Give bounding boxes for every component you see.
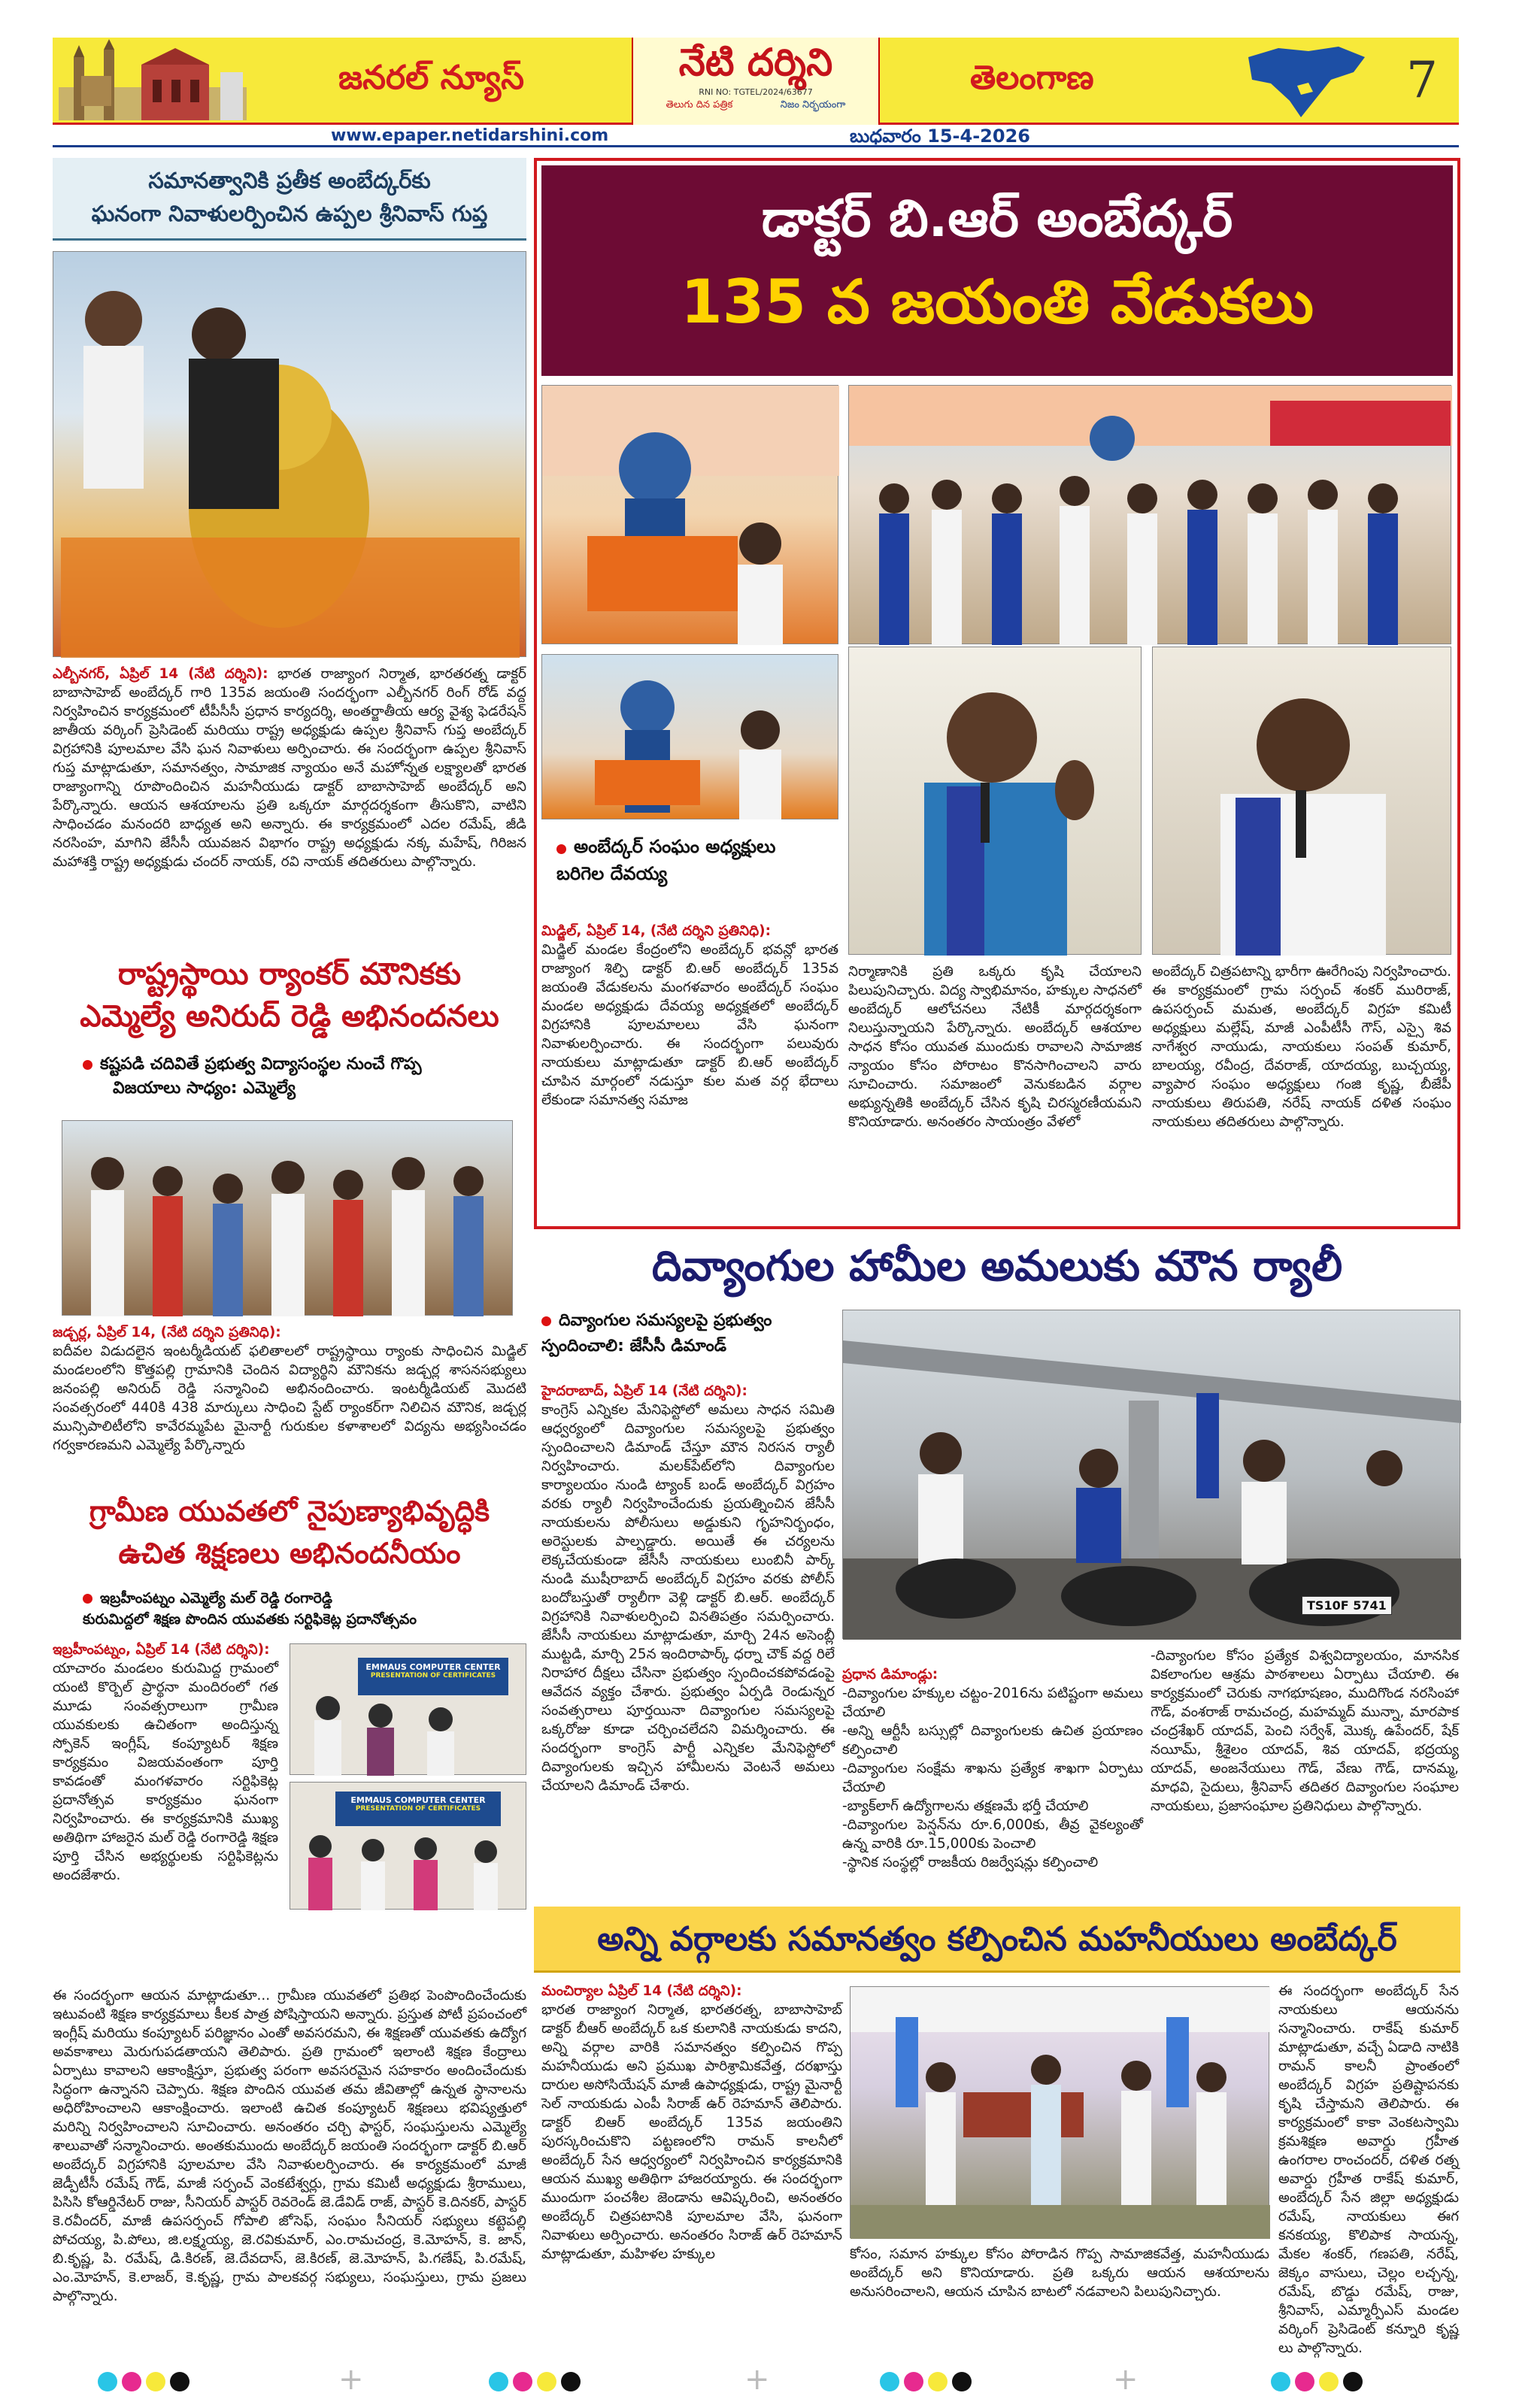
story1-headline-line1: సమానత్వానికి ప్రతీక అంబేద్కర్‌కు bbox=[148, 168, 431, 193]
main-headline-line2: 135 వ జయంతి వేడుకలు bbox=[681, 267, 1314, 337]
story3-headline-line1: గ్రామీణ యువతలో నైపుణ్యాభివృద్ధికి bbox=[89, 1495, 490, 1528]
rally-subheadline bbox=[541, 1308, 827, 1359]
story3-headline bbox=[53, 1490, 526, 1574]
issue-date: బుధవారం 15-4-2026 bbox=[850, 126, 1030, 147]
story2-subheadline bbox=[83, 1053, 526, 1101]
story1-dateline: ఎల్బీనగర్, ఏప్రిల్ 14 (నేటి దర్శిని): bbox=[53, 666, 268, 682]
banner-title: EMMAUS COMPUTER CENTER bbox=[365, 1662, 501, 1672]
story1-headline-box bbox=[53, 158, 526, 241]
main-photo-speaker-2 bbox=[1152, 647, 1451, 955]
reg-cross: + bbox=[744, 2362, 770, 2397]
rally-col2-text: -దివ్యాంగుల హక్కుల చట్టం-2016ను పటిష్టంగా అమలు చేయాలి -అన్ని ఆర్టీసీ బస్సుల్లో దివ్యాంగులకు ఉచిత ప్రయాణం కల్పించాలి -దివ్యాంగుల సంక్షేమ శాఖను ప్రత్యేక శాఖగా ఏర్పాటు చేయాలి -బ్యాక్‌లాగ్ ఉద్యోగాలను తక్షణమే భర్తీ చేయాలి -దివ్యాంగుల పెన్షన్‌ను రూ.6,000కు, తీవ్ర వైకల్యంతో ఉన్న వారికి రూ.15,000కు పెంచాలి -స్థానిక సంస్థల్లో రాజకీయ రిజర్వేషన్లు కల్పించాలి bbox=[842, 1686, 1143, 1870]
bullet-icon bbox=[83, 1594, 92, 1604]
rally-col3 bbox=[1151, 1646, 1459, 1886]
reg-magenta-dot bbox=[122, 2372, 141, 2391]
reg-cyan-dot bbox=[1271, 2372, 1290, 2391]
rally-photo bbox=[842, 1310, 1460, 1639]
equality-col2-text: కోసం, సమాన హక్కుల కోసం పోరాడిన గొప్ప సామాజికవేత్త, మహనీయుడు అంబేద్కర్ అని కొనియాడారు. ప్రతి ఒక్కరు ఆయన ఆశయాలను అనుసరించాలని, ఆయన చూపిన బాటలో నడవాలని పిలుపునిచ్చారు. bbox=[850, 2246, 1269, 2300]
rally-headline: దివ్యాంగుల హామీల అమలుకు మౌన ర్యాలీ bbox=[651, 1242, 1343, 1291]
main-photo-speaker-1 bbox=[848, 647, 1142, 955]
rally-sub-line2: స్పందించాలి: జేసీసీ డిమాండ్ bbox=[541, 1337, 727, 1355]
story3-body bbox=[53, 1986, 526, 2358]
story2-headline bbox=[53, 953, 526, 1037]
banner-title-2: EMMAUS COMPUTER CENTER bbox=[350, 1795, 486, 1805]
caption-text: అంబేద్కర్ సంఘం అధ్యక్షులు బరిగెల దేవయ్య bbox=[556, 836, 776, 884]
reg-black-dot bbox=[561, 2372, 581, 2391]
story2-headline-line2: ఎమ్మెల్యే అనిరుద్ రెడ్డి అభినందనలు bbox=[80, 999, 499, 1034]
story2-sub-line1: కష్టపడి చదివితే ప్రభుత్వ విద్యాసంస్థల నుంచే గొప్ప bbox=[100, 1055, 422, 1074]
bike-number-plate: TS10F 5741 bbox=[1302, 1596, 1392, 1615]
reg-cyan-dot bbox=[489, 2372, 508, 2391]
reg-yellow-dot bbox=[928, 2372, 948, 2391]
story3-sub-line1: ఇబ్రహీంపట్నం ఎమ్మెల్యే మల్ రెడ్డి రంగారెడ్డి bbox=[100, 1590, 332, 1607]
main-headline-box bbox=[541, 165, 1453, 376]
story2-sub-line2: విజయాలు సాధ్యం: ఎమ్మెల్యే bbox=[113, 1079, 296, 1098]
reg-cyan-dot bbox=[880, 2372, 899, 2391]
story2-dateline: జడ్చర్ల, ఏప్రిల్ 14, (నేటి దర్శిని ప్రతినిధి): bbox=[53, 1325, 281, 1340]
equality-dateline: మంచిర్యాల ఏప్రిల్ 14 (నేటి దర్శిని): bbox=[541, 1983, 742, 1999]
main-col2-text: నిర్మాణానికి ప్రతి ఒక్కరు కృషి చేయాలని పిలుపునిచ్చారు. విద్య స్వాభిమానం, హక్కుల సాధనలో అంబేద్కర్ ఆలోచనలు నేటికీ మార్గదర్శకంగా నిలుస్తున్నాయని పేర్కొన్నారు. అంబేద్కర్ ఆశయాల సాధన కోసం యువత ముందుకు రావాలని సామాజిక న్యాయం కోసం పోరాటం కొనసాగించాలని వారు సూచించారు. సమాజంలో వెనుకబడిన వర్గాల అభ్యున్నతికి అంబేద్కర్ చేసిన కృషి చిరస్మరణీయమని కొనియాడారు. అనంతరం సాయంత్రం వేళలో bbox=[848, 964, 1142, 1130]
reg-black-dot bbox=[1343, 2372, 1363, 2391]
main-photo-statue-1 bbox=[541, 385, 838, 644]
reg-black-dot bbox=[170, 2372, 190, 2391]
main-col1 bbox=[541, 922, 838, 1222]
main-col2 bbox=[848, 962, 1142, 1222]
equality-col2-bottom bbox=[850, 2245, 1269, 2358]
story3-left-col bbox=[53, 1640, 278, 1986]
story3-left-text: యాచారం మండలం కురుమిద్ద గ్రామంలో యంటి కొర్బెల్ ప్రార్థనా మందిరంలో గత మూడు సంవత్సరాలుగా గ్రామీణ యువకులకు ఉచితంగా అందిస్తున్న స్పోకెన్ ఇంగ్లీష్, కంప్యూటర్ శిక్షణ కార్యక్రమం విజయవంతంగా పూర్తి కావడంతో మంగళవారం సర్టిఫికెట్ల ప్రదానోత్సవ కార్యక్రమం ఘనంగా నిర్వహించారు. ఈ కార్యక్రమానికి ముఖ్య అతిథిగా హాజరైన మల్ రెడ్డి రంగారెడ్డి శిక్షణ పూర్తి చేసిన అభ్యర్థులకు సర్టిఫికెట్లను అందజేశారు. bbox=[53, 1661, 278, 1883]
rally-dateline: హైదరాబాద్, ఏప్రిల్ 14 (నేటి దర్శిని): bbox=[541, 1383, 747, 1399]
main-dateline: మిడ్జిల్, ఏప్రిల్ 14, (నేటి దర్శిని ప్రతినిధి): bbox=[541, 923, 772, 939]
equality-headline: అన్ని వర్గాలకు సమానత్వం కల్పించిన మహనీయులు అంబేద్కర్ bbox=[597, 1920, 1397, 1958]
equality-col3-text: ఈ సందర్భంగా అంబేద్కర్ సేన నాయకులు ఆయనను సన్మానించారు. రాకేష్ కుమార్ మాట్లాడుతూ, వచ్చే ఏడాది నాటికి రామన్ కాలనీ ప్రాంతంలో అంబేద్కర్ విగ్రహ ప్రతిష్టాపనకు కృషి చేస్తామని తెలిపారు. ఈ కార్యక్రమంలో కాకా వెంకటస్వామి క్రమశిక్షణ అవార్డు గ్రహీత ఉంగరాల రాంచందర్, దళిత రత్న అవార్డు గ్రహీత రాకేష్ కుమార్, అంబేద్కర్ సేన జిల్లా అధ్యక్షుడు రమేష్, నాయకులు ఈగ కనకయ్య, కొలిపాక సాయన్న, మేకల శంకర్, గణపతి, నరేష్, జెక్కం వాసులు, చెల్లం లచ్చన్న, రమేష్, బొడ్డు రమేష్, రాజు, శ్రీనివాస్, ఎమ్మార్పీఎస్ మండల వర్కింగ్ ప్రెసిడెంట్ కన్నూరి కృష్ణ లు పాల్గొన్నారు. bbox=[1278, 1983, 1459, 2356]
paper-reg: RNI NO: TGTEL/2024/63677 bbox=[699, 87, 813, 97]
reg-cross: + bbox=[338, 2362, 364, 2397]
reg-yellow-dot bbox=[146, 2372, 165, 2391]
story3-dateline: ఇబ్రహీంపట్నం, ఏప్రిల్ 14 (నేటి దర్శిని): bbox=[53, 1642, 270, 1658]
banner-subtitle-2: PRESENTATION OF CERTIFICATES bbox=[355, 1805, 481, 1813]
story2-body bbox=[53, 1323, 526, 1474]
story2-photo bbox=[62, 1120, 513, 1316]
rally-demands-title: ప్రధాన డిమాండ్లు: bbox=[842, 1667, 938, 1683]
rally-col3-text: -దివ్యాంగుల కోసం ప్రత్యేక విశ్వవిద్యాలయం, మానసిక వికలాంగుల ఆశ్రమ పాఠశాలలు ఏర్పాటు చేయాలి. ఈ కార్యక్రమంలో చెరుకు నాగభూషణం, ముదిగొండ నరసింహా గౌడ్, వంశరాజ్ రామచంద్ర, మహమ్మద్ మున్నా, మారపాక చంద్రశేఖర్ యాదవ్, పెంచి సర్వేశ్, మొక్క ఉపేందర్, షేక్ నయీమ్, శ్రీశైలం యాదవ్, శివ యాదవ్, భద్రయ్య యాదవ్, అంజనేయులు గౌడ్, వేణు గౌడ్, దానమ్మ, మాధవి, సైదులు, శ్రీనివాస్ తదితర దివ్యాంగుల సంఘాల నాయకులు, ప్రజాసంఘాల ప్రతినిధులు పాల్గొన్నారు. bbox=[1151, 1648, 1459, 1814]
story3-body-text: ఈ సందర్భంగా ఆయన మాట్లాడుతూ... గ్రామీణ యువతలో ప్రతిభ పెంపొందించేందుకు ఇటువంటి శిక్షణ కార్యక్రమాలు కీలక పాత్ర పోషిస్తాయని అన్నారు. ప్రస్తుత పోటీ ప్రపంచంలో ఇంగ్లీష్ మరియు కంప్యూటర్ పరిజ్ఞానం ఎంతో అవసరమని, ఈ శిక్షణతో యువతకు ఉద్యోగ అవకాశాలు మెరుగుపడతాయని తెలిపారు. ప్రతి గ్రామంలో ఇలాంటి శిక్షణ కేంద్రాలు ఏర్పాటు కావాలని ఆకాంక్షిస్తూ, ప్రభుత్వ పరంగా అవసరమైన సహకారం అందించేందుకు సిద్ధంగా ఉన్నానని చెప్పారు. శిక్షణ పొందిన యువత తమ జీవితాల్లో ఉన్నత స్థానాలను అధిరోహించాలని ఆకాంక్షించారు. ఇలాంటి ఉచిత కంప్యూటర్ శిక్షణలు భవిష్యత్తులో మరిన్ని నిర్వహించాలని సూచించారు. అనంతరం చర్చి ఫాస్టర్, సంఘస్తులను ఎమ్మెల్యే శాలువాతో సన్మానించారు. అంతకుముందు అంబేద్కర్ జయంతి సందర్భంగా డాక్టర్ బి.ఆర్ అంబేద్కర్ విగ్రహానికి పూలమాల వేసి నివాళులర్పించారు. ఈ కార్యక్రమంలో మాజీ జెడ్పీటీసీ రమేష్ గౌడ్, మాజీ సర్పంచ్ వెంకటేశ్వర్లు, గ్రామ కమిటీ అధ్యక్షుడు శ్రీరాములు, పిసిసి కోఆర్డినేటర్ రాజు, సీనియర్ పాస్టర్ రెవరెండ్ జె.డేవిడ్ రాజ్, పాస్టర్ కె.దినకర్, పాస్టర్ కె.రవీందర్, మాజీ ఉపసర్పంచ్ గోపాలి జోసెఫ్, సంఘం సీనియర్ సభ్యులు కట్టెపల్లి పోచయ్య, పి.పోలు, జి.లక్ష్మయ్య, జె.రవికుమార్, ఎం.రామచంద్ర, కె.మోహన్, కె. జాన్, బి.కృష్ణ, పి. రమేష్, డి.కిరణ్, జె.దేవదాస్, జె.కిరణ్, జె.మోహన్, పి.గణేష్, పి.రమేష్, ఎం.మోహన్, కె.లాజర్, కె.కృష్ణ, గ్రామ పాలకవర్గ సభ్యులు, సంఘస్తులు, గ్రామ ప్రజలు పాల్గొన్నారు. bbox=[53, 1988, 526, 2304]
paper-tag: తెలుగు దిన పత్రిక bbox=[666, 99, 733, 111]
story3-headline-line2: ఉచిత శిక్షణలు అభినందనీయం bbox=[118, 1537, 461, 1570]
page-number: 7 bbox=[1406, 51, 1438, 109]
reg-cross: + bbox=[1113, 2362, 1139, 2397]
reg-yellow-dot bbox=[537, 2372, 556, 2391]
reg-black-dot bbox=[952, 2372, 972, 2391]
main-photo-statue-2 bbox=[541, 654, 838, 819]
equality-headline-box bbox=[534, 1907, 1460, 1973]
story3-photo-top bbox=[290, 1643, 526, 1775]
bullet-icon bbox=[556, 844, 566, 854]
story1-body-text: భారత రాజ్యాంగ నిర్మాత, భారతరత్న డాక్టర్ బాబాసాహెబ్ అంబేద్కర్ గారి 135వ జయంతి సందర్భంగా ఎల్బీనగర్ రింగ్ రోడ్ వద్ద నిర్వహించిన కార్యక్రమంలో టీపీసీసీ ప్రధాన కార్యదర్శి, అంతర్జాతీయ ఆర్య వైశ్య ఫెడరేషన్ జాతీయ వర్కింగ్ ప్రెసిడెంట్ మరియు రాష్ట్ర అధ్యక్షుడు ఉప్పల శ్రీనివాస్ గుప్త అంబేద్కర్ విగ్రహానికి పూలమాల వేసి ఘన నివాళులు అర్పించారు. ఈ సందర్భంగా ఉప్పల శ్రీనివాస్ గుప్త మాట్లాడుతూ, సమానత్వం, సామాజిక న్యాయం అనే మహోన్నత లక్ష్యాలతో భారత రాజ్యాంగాన్ని రూపొందించిన మహనీయుడు డాక్టర్ బాబాసాహెబ్ అంబేద్కర్ అని పేర్కొన్నారు. ఆయన ఆశయాలను ప్రతి ఒక్కరూ మార్గదర్శకంగా తీసుకొని, వాటిని సాధించడం మనందరి బాధ్యత అని అన్నారు. ఈ కార్యక్రమంలో ఎదల రమేష్, జీడి నరసింహ, మాగిని జేసీసీ యువజన విభాగం రాష్ట్ర అధ్యక్షుడు నక్క మహేష్, గిరిజన మహాశక్తి రాష్ట్ర అధ్యక్షుడు చందర్ నాయక్, రవి నాయక్ తదితరులు పాల్గొన్నారు. bbox=[53, 666, 526, 870]
paper-logo bbox=[632, 38, 880, 125]
bullet-icon bbox=[83, 1060, 92, 1070]
equality-col1 bbox=[541, 1982, 842, 2358]
main-col3 bbox=[1152, 962, 1451, 1222]
india-map-icon bbox=[1226, 42, 1384, 120]
main-col1-text: మిడ్జిల్ మండల కేంద్రంలోని అంబేద్కర్ భవన్లో భారత రాజ్యాంగ శిల్పి డాక్టర్ బి.ఆర్ అంబేద్కర్ 135వ జయంతి వేడుకలను మంగళవారం అంబేద్కర్ సంఘం మండల అధ్యక్షుడు దేవయ్య అధ్యక్షతలో అంబేద్కర్ విగ్రహానికి పూలమాలలు వేసి ఘనంగా నివాళులర్పించారు. ఈ సందర్భంగా పలువురు నాయకులు మాట్లాడుతూ డాక్టర్ బి.ఆర్ అంబేద్కర్ చూపిన మార్గంలో నడుస్తూ కుల మత వర్గ భేదాలు లేకుండా సమానత్వ సమాజ bbox=[541, 942, 838, 1108]
story3-photo-bottom bbox=[290, 1782, 526, 1910]
reg-cyan-dot bbox=[98, 2372, 117, 2391]
masthead bbox=[53, 38, 1459, 125]
rally-col2 bbox=[842, 1646, 1143, 1886]
rally-col1 bbox=[541, 1382, 835, 1794]
paper-slogan: నిజం నిర్భయంగా bbox=[780, 99, 846, 111]
main-col3-text: అంబేద్కర్ చిత్రపటాన్ని భారీగా ఊరేగింపు నిర్వహించారు. ఈ కార్యక్రమంలో గ్రామ సర్పంచ్ శంకర్ మురిరాజ్, ఉపసర్పంచ్ మమత, అంబేద్కర్ విగ్రహ కమిటీ అధ్యక్షులు మల్లేష్, మాజీ ఎంపీటీసీ గౌస్, ఎస్సై శివ నాగేశ్వర నాయుడు, నాయకులు సంపత్ కుమార్, బాలయ్య, రవీంద్ర, దేవరాజ్, యాదయ్య, బుచ్చయ్య, వ్యాపార సంఘం అధ్యక్షులు గంజి కృష్ణ, బీజేపీ నాయకులు తిరుపతి, నరేష్ నాయక్ దళిత సంఘం నాయకులు తదితరులు పాల్గొన్నారు. bbox=[1152, 964, 1451, 1130]
story3-subheadline bbox=[83, 1588, 534, 1630]
reg-magenta-dot bbox=[904, 2372, 923, 2391]
main-photo-group bbox=[848, 385, 1451, 644]
bullet-icon bbox=[541, 1316, 551, 1326]
reg-yellow-dot bbox=[1319, 2372, 1339, 2391]
date-bar bbox=[53, 125, 1459, 147]
story3-sub-line2: కురుమిద్దలో శిక్షణ పొందిన యువతకు సర్టిఫికెట్ల ప్రదానోత్సవం bbox=[83, 1611, 417, 1628]
equality-photo bbox=[850, 1986, 1269, 2238]
rally-col1-text: కాంగ్రెస్ ఎన్నికల మేనిఫెస్టోలో అమలు సాధన సమితి ఆధ్వర్యంలో దివ్యాంగుల సమస్యలపై ప్రభుత్వం స్పందించాలని డిమాండ్ చేస్తూ మౌన నిరసన ర్యాలీ నిర్వహించారు. మలక్‌పేట్‌లోని దివ్యాంగుల కార్యాలయం నుండి ట్యాంక్ బండ్ అంబేద్కర్ విగ్రహం వరకు ర్యాలీ నిర్వహించేందుకు ప్రయత్నించిన జేసీసీ నాయకులను పోలీసులు అడ్డుకుని గృహనిర్బంధం, అరెస్టులకు పాల్పడ్డారు. అయితే ఈ చర్యలను లెక్కచేయకుండా జేసీసీ నాయకులు లుంబినీ పార్క్ నుండి ముషీరాబాద్ అంబేద్కర్ విగ్రహం వరకు పోలీస్ బందోబస్తుతో ర్యాలీగా వెళ్లి డాక్టర్ బి.ఆర్. అంబేద్కర్ విగ్రహానికి నివాళులర్పించి వినతిపత్రం సమర్పించారు. జేసీసీ నాయకులు మాట్లాడుతూ, మార్చి 24న అసెంబ్లీ ముట్టడి, మార్చి 25న ఇందిరాపార్క్ ధర్నా చౌక్ వద్ద రిలే నిరాహార దీక్షలు చేసినా ప్రభుత్వం స్పందించకపోవడంపై ఆవేదన వ్యక్తం చేశారు. ప్రభుత్వం ఏర్పడి రెండున్నర సంవత్సరాలు పూర్తయినా దివ్యాంగుల సమస్యలపై ఒక్కరోజు కూడా చర్చించలేదని విమర్శించారు. ఈ సందర్భంగా కాంగ్రెస్ పార్టీ ఎన్నికల మేనిఫెస్టోలో దివ్యాంగులకు ఇచ్చిన హామీలను వెంటనే అమలు చేయాలని డిమాండ్ చేశారు. bbox=[541, 1402, 835, 1794]
main-photo-caption bbox=[541, 819, 838, 917]
charminar-skyline-icon bbox=[59, 42, 247, 120]
equality-col1-text: భారత రాజ్యాంగ నిర్మాత, భారతరత్న, బాబాసాహెబ్ డాక్టర్ బీఆర్ అంబేద్కర్ ఒక కులానికి నాయకుడు కాదని, అన్ని వర్గాల వారికి సమానత్వం కల్పించిన గొప్ప మహనీయుడు అని ప్రముఖ పారిశ్రామికవేత్త, దరఖాస్తు దారుల అసోసియేషన్ మాజీ ఉపాధ్యక్షుడు, రాష్ట్ర మైనార్టీ సెల్ నాయకుడు ఎంపీ సిరాజ్ ఉర్ రెహమాన్ తెలిపారు. డాక్టర్ బిఆర్ అంబేద్కర్ 135వ జయంతిని పురస్కరించుకొని పట్టణంలోని రామన్ కాలనీలో అంబేద్కర్ సేన ఆధ్వర్యంలో నిర్వహించిన కార్యక్రమానికి ఆయన ముఖ్య అతిథిగా హాజరయ్యారు. ఈ సందర్భంగా ముందుగా పంచశీల జెండాను ఆవిష్కరించి, అనంతరం అంబేద్కర్ చిత్రపటానికి పూలమాల వేసి, ఘనంగా నివాళులు అర్పించారు. అనంతరం సిరాజ్ ఉర్ రెహమాన్ మాట్లాడుతూ, మహిళల హక్కుల bbox=[541, 2002, 842, 2262]
banner-subtitle: PRESENTATION OF CERTIFICATES bbox=[370, 1672, 496, 1680]
rally-sub-line1: దివ్యాంగుల సమస్యలపై ప్రభుత్వం bbox=[559, 1311, 772, 1330]
story1-body bbox=[53, 665, 526, 950]
website-url[interactable]: www.epaper.netidarshini.com bbox=[331, 126, 609, 145]
story1-headline-line2: ఘనంగా నివాళులర్పించిన ఉప్పల శ్రీనివాస్ గుప్త bbox=[91, 201, 488, 226]
main-headline-line1: డాక్టర్ బి.ఆర్ అంబేద్కర్ bbox=[761, 189, 1233, 249]
section-right-label: తెలంగాణ bbox=[970, 59, 1094, 97]
paper-name: నేటి దర్శిని bbox=[678, 41, 833, 84]
story2-body-text: ఐదీవల విడుదలైన ఇంటర్మీడియట్ ఫలితాలలో రాష్ట్రస్థాయి ర్యాంకు సాధించిన మిడ్జిల్ మండలంలోని కొత్తపల్లి గ్రామానికి చెందిన విద్యార్థిని మౌనికను జడ్చర్ల శాసనసభ్యులు జనంపల్లి అనిరుద్ రెడ్డి సన్మానించి అభినందించారు. ఇంటర్మీడియట్ మొదటి సంవత్సరంలో 440కి 438 మార్కులు సాధించి స్టేట్ ర్యాంకర్‌గా నిలిచిన మౌనిక, జడ్చర్ల మున్సిపాలిటీలోని కావేరమ్మపేట మైనార్టీ గురుకుల కళాశాలలో విద్యను అభ్యసించడం గర్వకారణమని ఎమ్మెల్యే పేర్కొన్నారు bbox=[53, 1343, 526, 1453]
reg-magenta-dot bbox=[513, 2372, 532, 2391]
section-left-label: జనరల్ న్యూస్ bbox=[338, 59, 524, 97]
equality-col3 bbox=[1278, 1982, 1459, 2358]
story2-headline-line1: రాష్ట్రస్థాయి ర్యాంకర్ మౌనికకు bbox=[117, 957, 462, 992]
reg-magenta-dot bbox=[1295, 2372, 1314, 2391]
story1-photo bbox=[53, 251, 526, 657]
